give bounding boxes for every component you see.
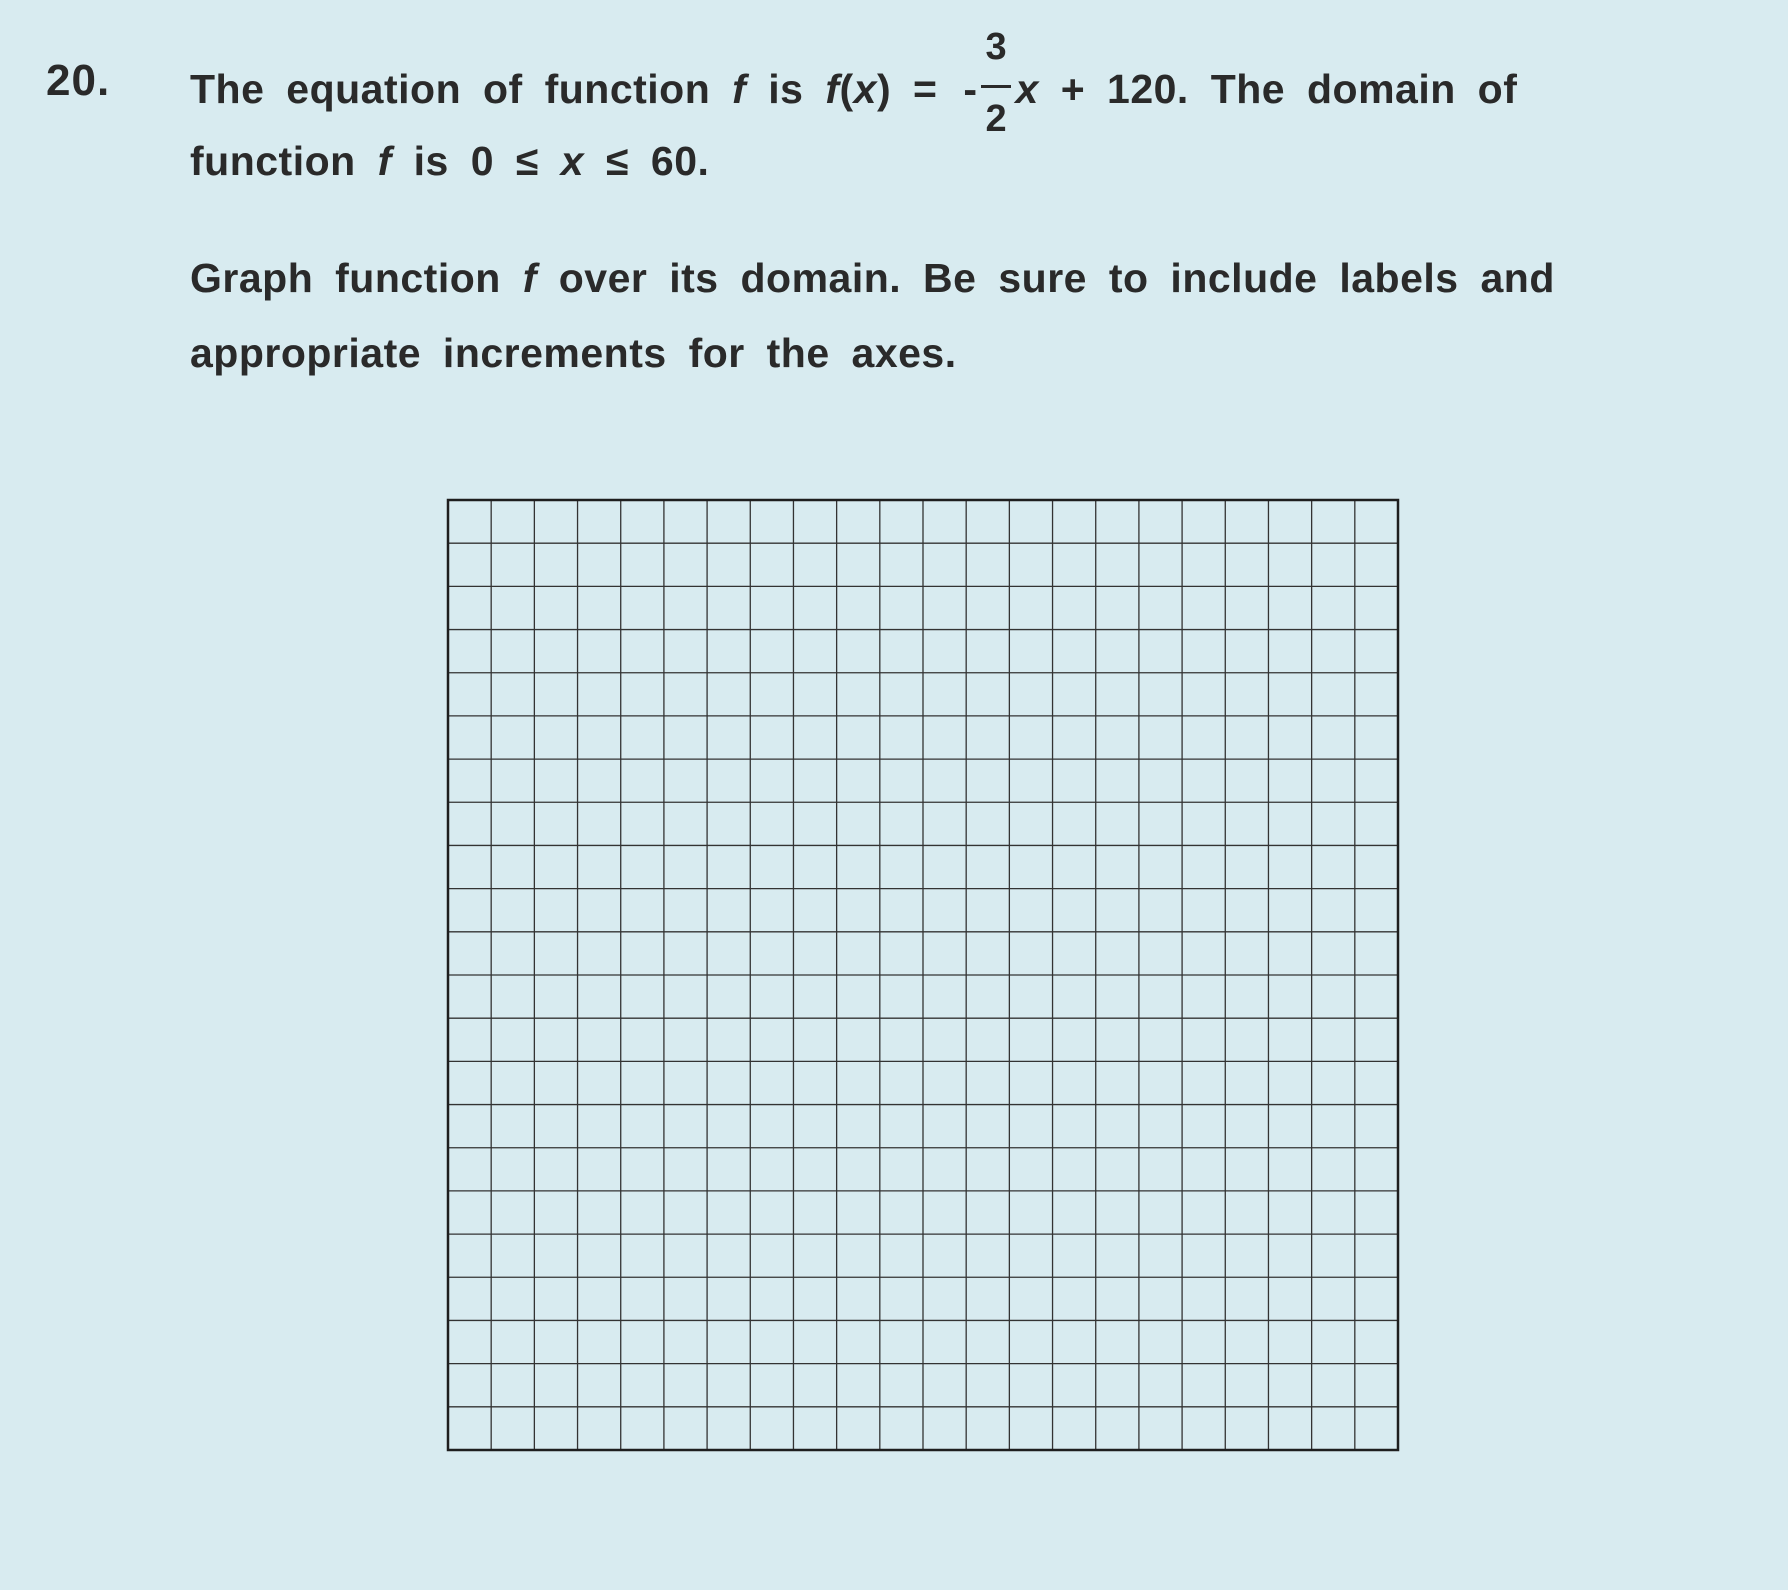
function-name-f: f: [732, 66, 747, 112]
text-segment: ≤ 60.: [584, 138, 710, 184]
equals-sign: =: [891, 66, 960, 112]
variable-x: x: [1015, 66, 1039, 112]
text-segment: is 0 ≤: [391, 138, 561, 184]
fraction-denominator: 2: [985, 98, 1008, 140]
paren-open: (: [839, 66, 854, 112]
variable-x: x: [853, 66, 877, 112]
text-segment: Graph function: [190, 255, 523, 301]
paren-close: ): [876, 66, 892, 112]
question-line-4: appropriate increments for the axes.: [190, 330, 957, 376]
text-segment: over its domain. Be sure to include labels and: [536, 255, 1555, 301]
grid-lines: [448, 500, 1398, 1450]
function-f: f: [825, 66, 840, 112]
text-segment: + 120. The domain of: [1038, 66, 1518, 112]
function-name-f: f: [522, 255, 537, 301]
text-segment: The equation of function: [190, 66, 733, 112]
question-number: 20.: [46, 56, 111, 105]
function-name-f: f: [377, 138, 392, 184]
text-segment: is: [746, 66, 826, 112]
minus-sign: -: [963, 66, 978, 112]
variable-x: x: [560, 138, 585, 184]
fraction-numerator: 3: [985, 26, 1008, 68]
text-segment: function: [190, 138, 378, 184]
